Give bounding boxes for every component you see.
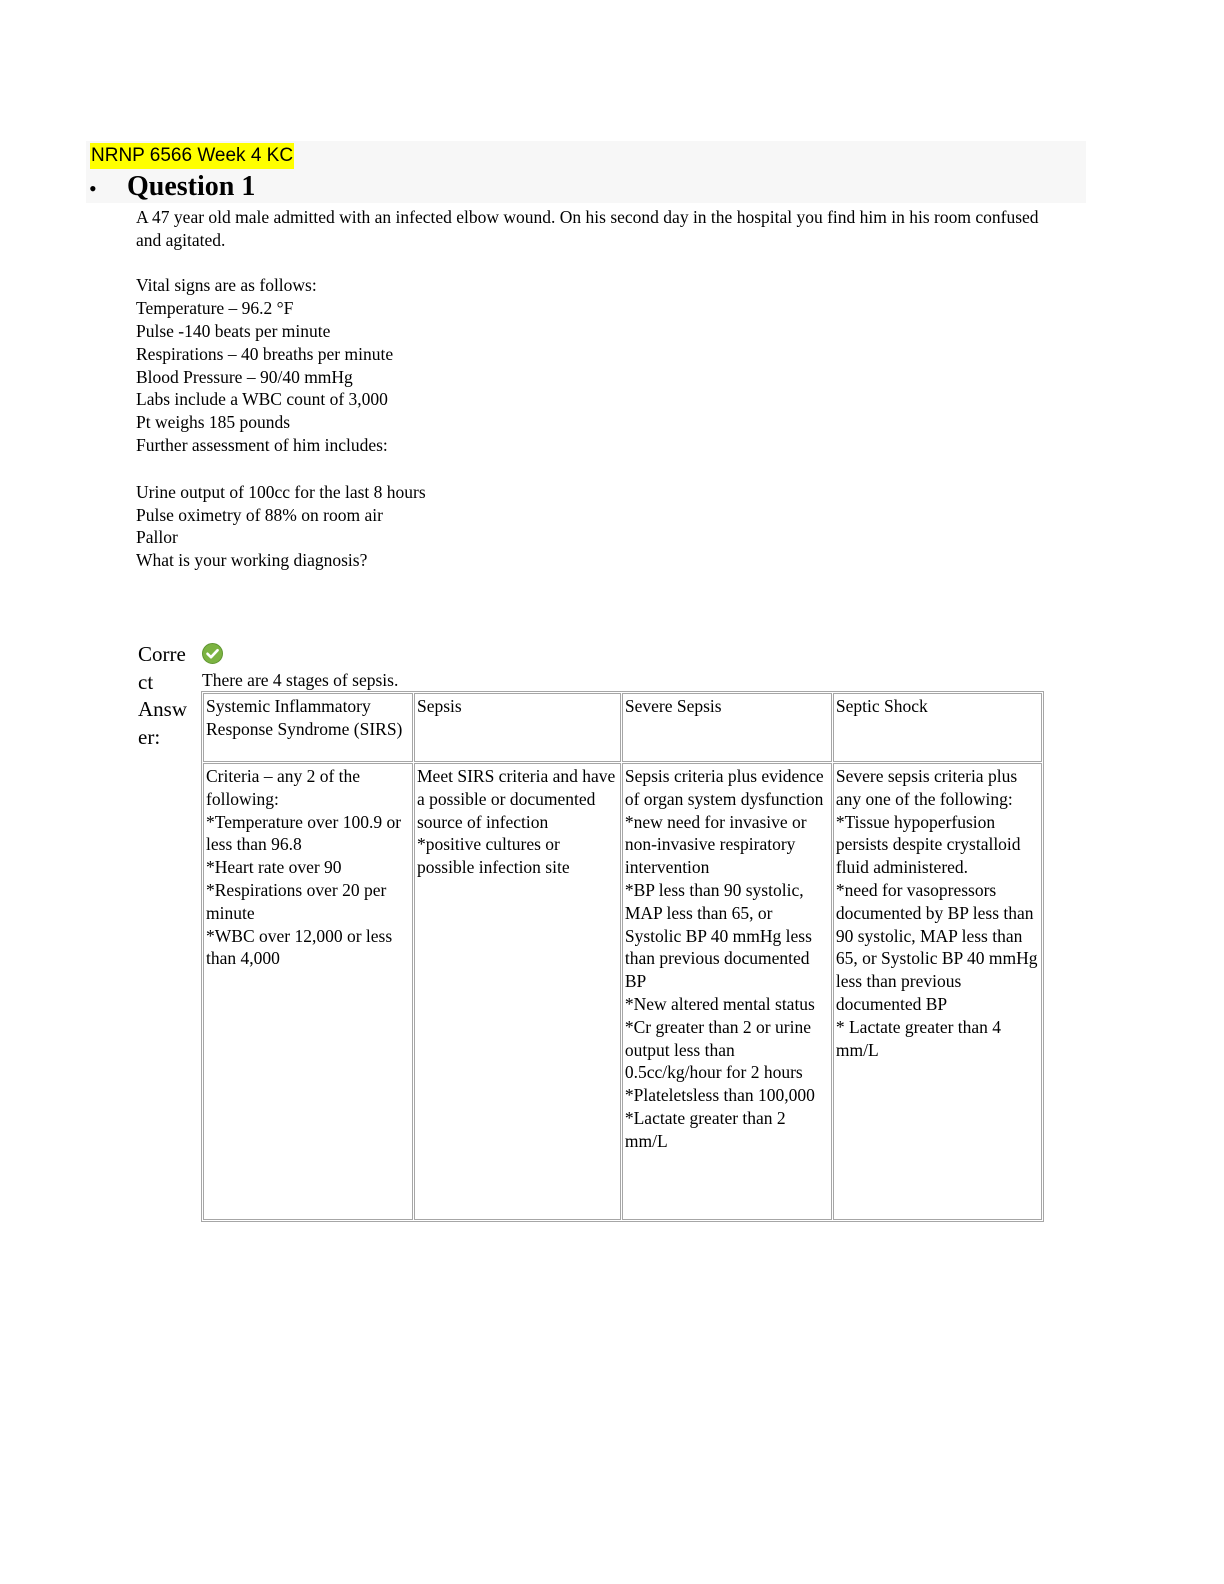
header-sepsis: Sepsis: [414, 693, 621, 762]
criteria-line: *Cr greater than 2 or urine output less than 0.5cc/kg/hour for 2 hours: [624, 1016, 811, 1083]
patient-weight: Pt weighs 185 pounds: [136, 412, 291, 433]
criteria-line: *positive cultures or possible infection site: [417, 834, 570, 878]
criteria-line: *New altered mental status: [624, 993, 815, 1014]
check-circle-icon: [202, 643, 223, 664]
answer-label-line: ct: [138, 669, 154, 694]
criteria-line: *Heart rate over 90: [206, 857, 342, 878]
question-heading: Question 1: [127, 171, 256, 202]
vital-respirations: Respirations – 40 breaths per minute: [136, 343, 394, 364]
vital-pulse: Pulse -140 beats per minute: [136, 320, 331, 341]
criteria-line: *Temperature over 100.9 or less than 96.8: [206, 811, 402, 855]
assessment-urine: Urine output of 100cc for the last 8 hours: [136, 481, 426, 502]
assessment-pallor: Pallor: [136, 527, 178, 548]
vital-temperature: Temperature – 96.2 °F: [136, 298, 294, 319]
list-bullet: •: [89, 176, 97, 201]
vitals-intro: Vital signs are as follows:: [136, 275, 317, 296]
criteria-line: *BP less than 90 systolic, MAP less than 65, or Systolic BP 40 mmHg less than previous documented BP: [624, 879, 812, 992]
header-severe-sepsis: Severe Sepsis: [622, 693, 832, 762]
criteria-line: *new need for invasive or non-invasive respiratory intervention: [624, 811, 807, 878]
document-title: NRNP 6566 Week 4 KC: [90, 143, 294, 169]
criteria-severe-sepsis: [622, 763, 832, 1220]
answer-label-line: Corre: [138, 642, 186, 666]
criteria-line: Sepsis criteria plus evidence of organ system dysfunction: [624, 766, 824, 809]
criteria-line: *Lactate greater than 2 mm/L: [624, 1107, 786, 1151]
question-prompt: What is your working diagnosis?: [136, 550, 368, 571]
criteria-line: *WBC over 12,000 or less than 4,000: [206, 925, 393, 969]
correct-answer-label: [138, 641, 198, 751]
criteria-sepsis: [414, 763, 621, 1220]
table-header-row: [203, 693, 1042, 762]
assessment-intro: Further assessment of him includes:: [136, 434, 388, 455]
header-sirs: Systemic Inflammatory Response Syndrome (SIRS): [203, 693, 413, 762]
lab-wbc: Labs include a WBC count of 3,000: [136, 389, 388, 410]
vital-blood-pressure: Blood Pressure – 90/40 mmHg: [136, 366, 353, 387]
sepsis-stages-table: [201, 691, 1044, 1222]
criteria-line: * Lactate greater than 4 mm/L: [835, 1016, 1002, 1060]
criteria-line: *need for vasopressors documented by BP less than 90 systolic, MAP less than 65, or Systolic BP 40 mmHg less than previous documented BP: [835, 879, 1038, 1014]
criteria-line: *Tissue hypoperfusion persists despite crystalloid fluid administered.: [835, 811, 1021, 878]
assessment-oximetry: Pulse oximetry of 88% on room air: [136, 504, 383, 525]
answer-intro: There are 4 stages of sepsis.: [202, 670, 399, 690]
question-body: [136, 206, 1056, 572]
criteria-sirs: [203, 763, 413, 1220]
question-stem: A 47 year old male admitted with an infected elbow wound. On his second day in the hospital you find him in his room confused and agitated.: [136, 207, 1039, 250]
criteria-line: Severe sepsis criteria plus any one of the following:: [835, 766, 1018, 809]
header-septic-shock: Septic Shock: [833, 693, 1042, 762]
criteria-septic-shock: [833, 763, 1042, 1220]
answer-label-line: Answ: [138, 697, 188, 721]
criteria-line: *Plateletsless than 100,000: [624, 1085, 815, 1106]
answer-label-line: er:: [138, 724, 161, 749]
criteria-line: Criteria – any 2 of the following:: [206, 766, 361, 809]
criteria-line: *Respirations over 20 per minute: [206, 879, 387, 923]
criteria-line: Meet SIRS criteria and have a possible or documented source of infection: [417, 766, 616, 832]
table-criteria-row: [203, 763, 1042, 1220]
